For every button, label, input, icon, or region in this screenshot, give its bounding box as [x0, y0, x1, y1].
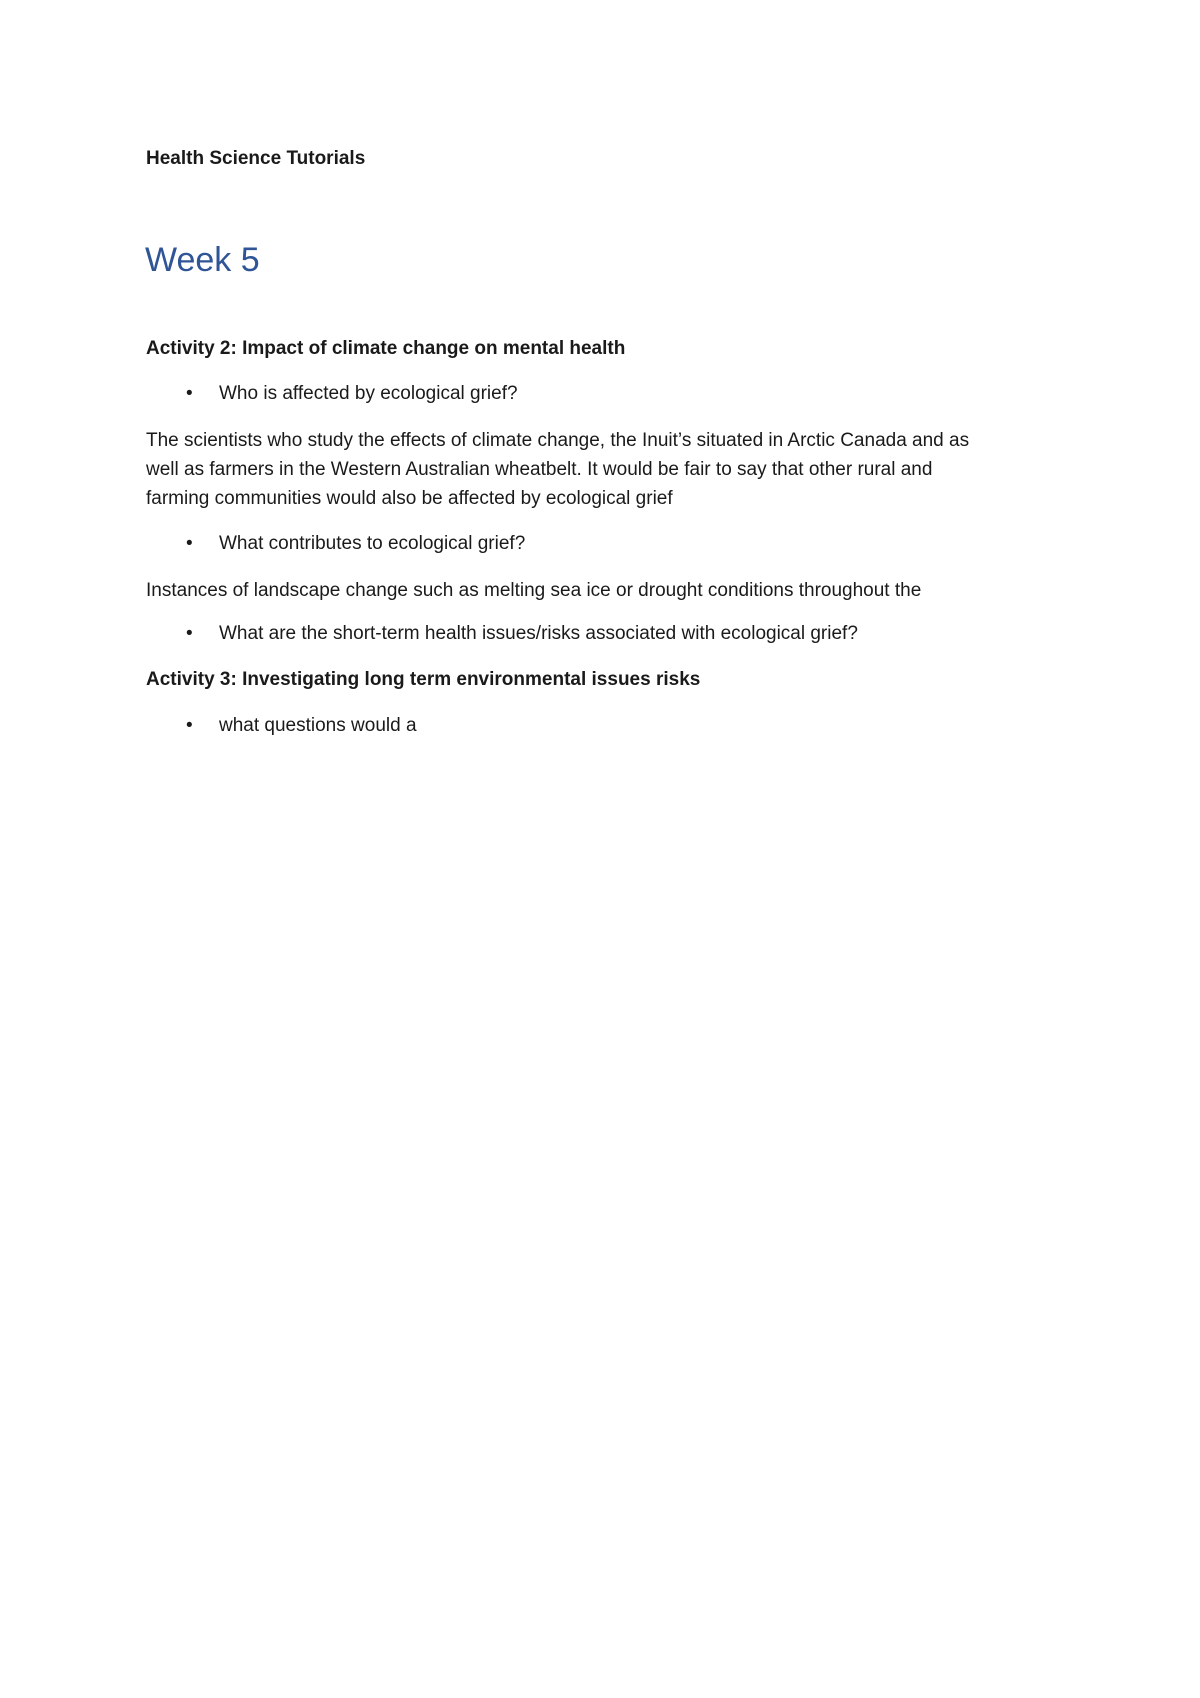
activity-3-heading: Activity 3: Investigating long term environmental issues risks — [146, 669, 701, 690]
bullet-text: What contributes to ecological grief? — [219, 533, 526, 554]
answer-paragraph-who-affected — [146, 426, 1056, 513]
bullet-text: What are the short-term health issues/risks associated with ecological grief? — [219, 623, 858, 644]
bullet-icon: • — [186, 533, 193, 554]
answer-paragraph-contributes — [146, 576, 1056, 605]
paragraph-line: farming communities would also be affected by ecological grief — [146, 488, 673, 509]
paragraph-line: well as farmers in the Western Australian wheatbelt. It would be fair to say that other rural and — [146, 459, 933, 480]
week-heading: Week 5 — [145, 241, 260, 279]
bullet-icon: • — [186, 383, 193, 404]
document-title: Health Science Tutorials — [146, 148, 366, 169]
paragraph-line: Instances of landscape change such as melting sea ice or drought conditions throughout the — [146, 580, 922, 601]
bullet-icon: • — [186, 623, 193, 644]
bullet-icon: • — [186, 715, 193, 736]
bullet-text: Who is affected by ecological grief? — [219, 383, 518, 404]
activity-2-heading: Activity 2: Impact of climate change on mental health — [146, 338, 626, 359]
bullet-text: what questions would a — [219, 715, 417, 736]
paragraph-line: The scientists who study the effects of climate change, the Inuit’s situated in Arctic Canada and as — [146, 430, 970, 451]
